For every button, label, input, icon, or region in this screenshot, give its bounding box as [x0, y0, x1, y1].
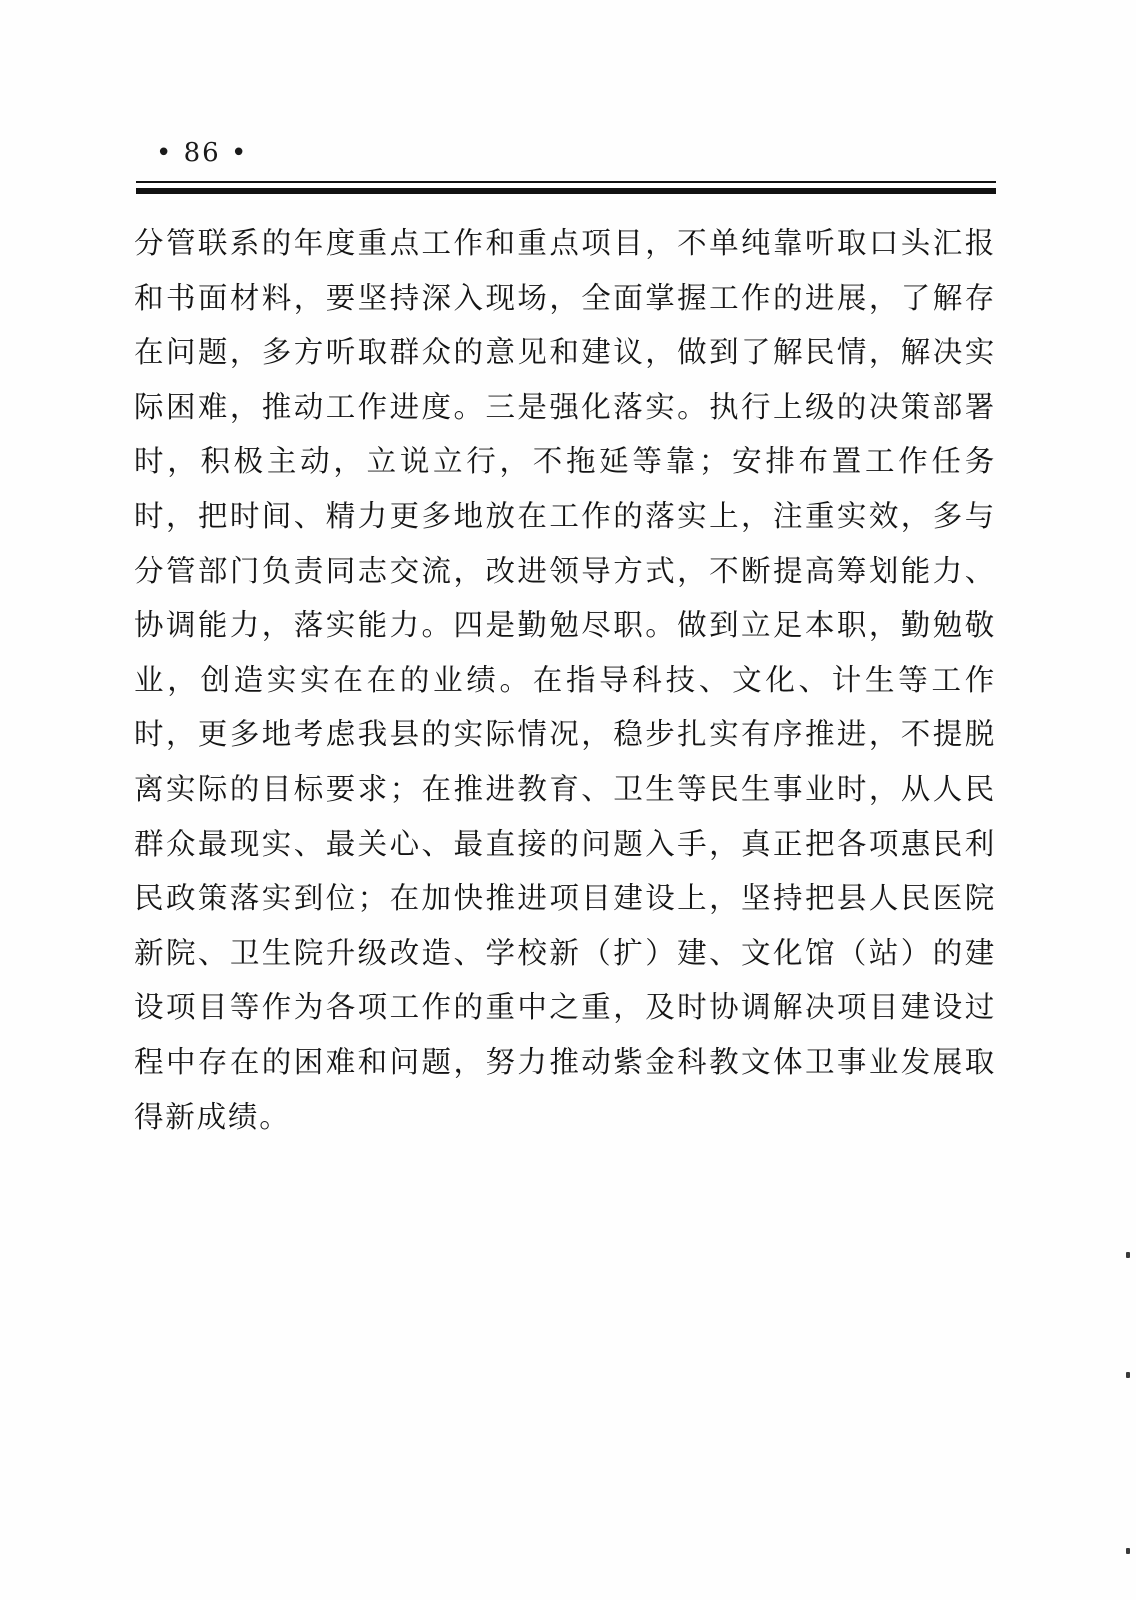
- header-rule-thick: [136, 188, 996, 194]
- paragraph: 分管联系的年度重点工作和重点项目，不单纯靠听取口头汇报和书面材料，要坚持深入现场，全面掌握工作的进展，了解存在问题，多方听取群众的意见和建议，做到了解民情，解决实际困难，推动工作进度。三是强化落实。执行上级的决策部署时，积极主动，立说立行，不拖延等靠；安排布置工作任务时，把时间、精力更多地放在工作的落实上，注重实效，多与分管部门负责同志交流，改进领导方式，不断提高筹划能力、协调能力，落实能力。四是勤勉尽职。做到立足本职，勤勉敬业，创造实实在在的业绩。在指导科技、文化、计生等工作时，更多地考虑我县的实际情况，稳步扎实有序推进，不提脱离实际的目标要求；在推进教育、卫生等民生事业时，从人民群众最现实、最关心、最直接的问题入手，真正把各项惠民利民政策落实到位；在加快推进项目建设上，坚持把县人民医院新院、卫生院升级改造、学校新（扩）建、文化馆（站）的建设项目等作为各项工作的重中之重，及时协调解决项目建设过程中存在的困难和问题，努力推动紫金科教文体卫事业发展取得新成绩。: [134, 226, 996, 1134]
- scan-edge-marks: [1110, 0, 1130, 1600]
- page-number: • 86 •: [156, 138, 249, 168]
- body-text: [134, 216, 996, 1144]
- header-rule-thin: [136, 181, 996, 183]
- page-header: [136, 138, 996, 198]
